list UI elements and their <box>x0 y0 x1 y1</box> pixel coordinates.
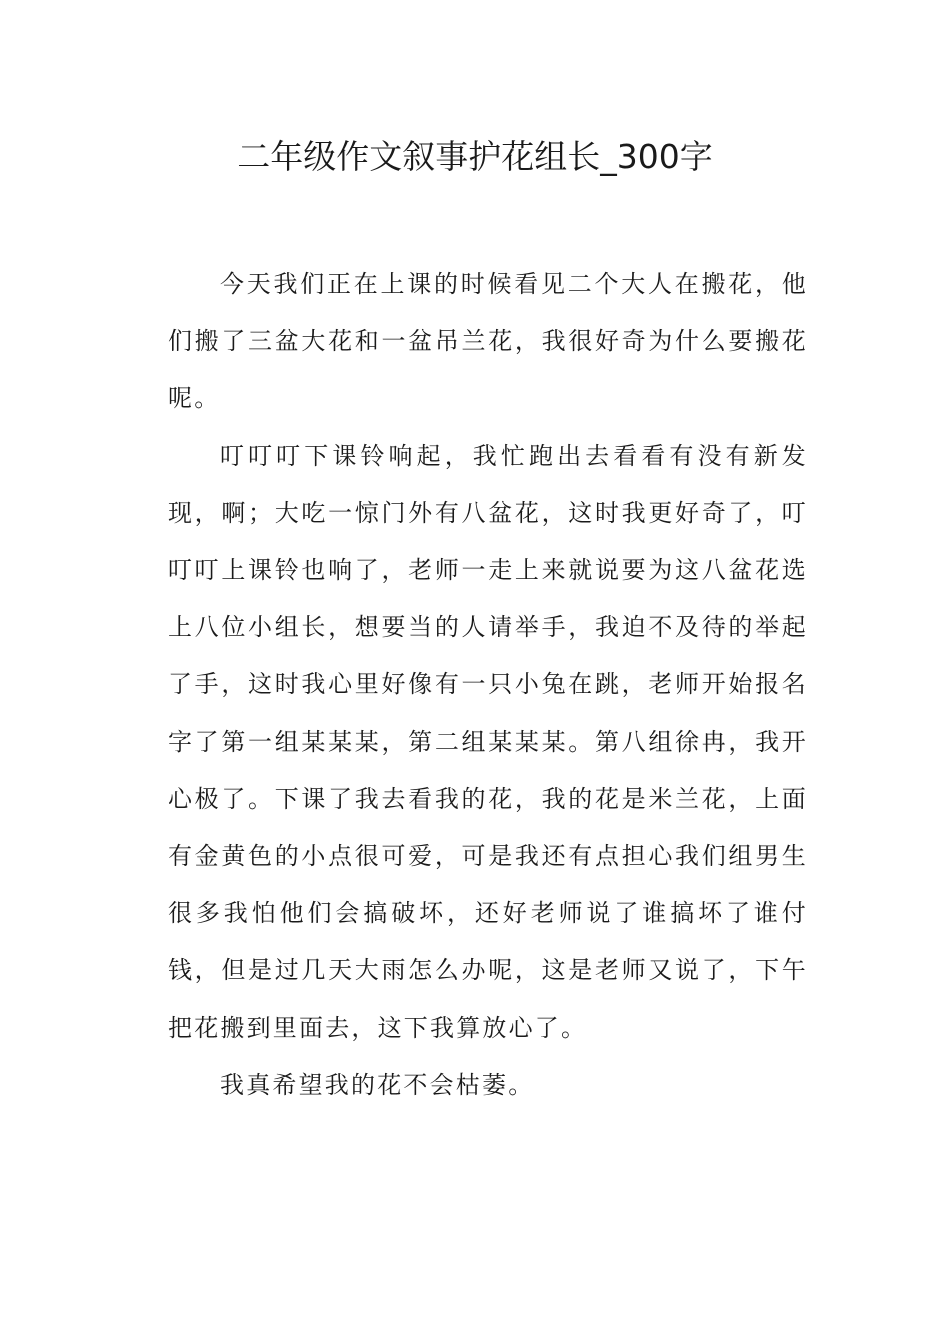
paragraph-2: 叮叮叮下课铃响起，我忙跑出去看看有没有新发现，啊；大吃一惊门外有八盆花，这时我更好奇了，叮叮叮上课铃也响了，老师一走上来就说要为这八盆花选上八位小组长，想要当的人请举手，我迫不及待的举起了手，这时我心里好像有一只小兔在跳，老师开始报名字了第一组某某某，第二组某某某。第八组徐冉，我开心极了。下课了我去看我的花，我的花是米兰花，上面有金黄色的小点很可爱，可是我还有点担心我们组男生很多我怕他们会搞破坏，还好老师说了谁搞坏了谁付钱，但是过几天大雨怎么办呢，这是老师又说了，下午把花搬到里面去，这下我算放心了。 <box>168 441 808 1042</box>
paragraph-3: 我真希望我的花不会枯萎。 <box>220 1070 535 1099</box>
document-body <box>168 256 808 1114</box>
paragraph-1: 今天我们正在上课的时候看见二个大人在搬花，他们搬了三盆大花和一盆吊兰花，我很好奇为什么要搬花呢。 <box>168 270 808 413</box>
document-title: 二年级作文叙事护花组长_300字 <box>237 137 713 176</box>
